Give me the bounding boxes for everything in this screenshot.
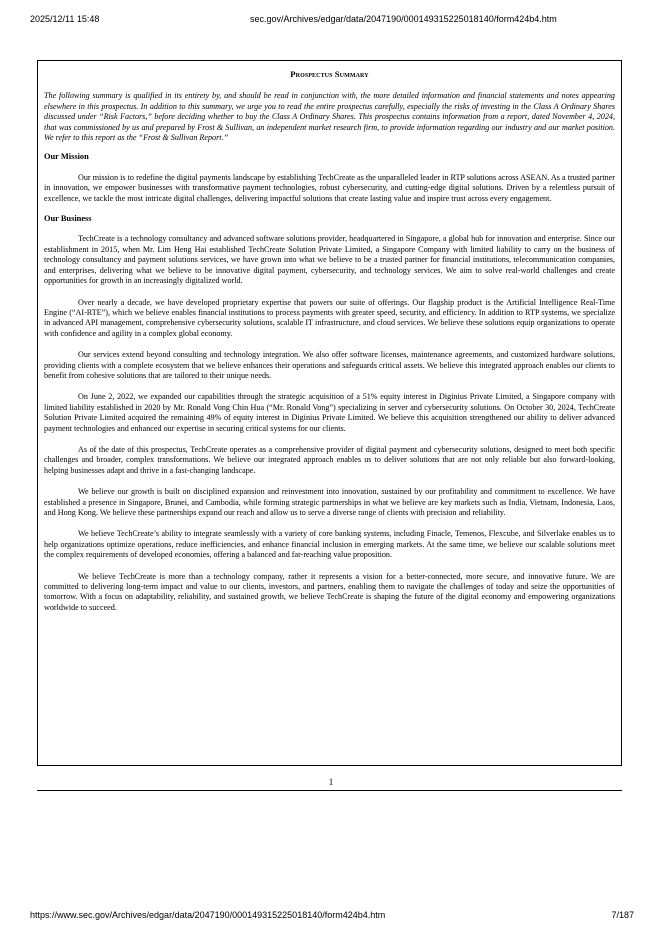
page-title: Prospectus Summary bbox=[290, 69, 369, 79]
section-heading-business: Our Business bbox=[44, 214, 92, 224]
section-heading-mission: Our Mission bbox=[44, 152, 89, 162]
print-datetime: 2025/12/11 15:48 bbox=[30, 14, 100, 24]
page-number: 1 bbox=[328, 777, 334, 787]
business-paragraph: TechCreate is a technology consultancy and advanced software solutions provider, headquartered in Singapore, a global hub for innovation and enterprise. Since our establishment in 2015, when Mr. Lim Heng Hai established TechCreate Solution Private Limited, a Singapore Company with limited liability to carry on the business of technology consultancy and payment solutions services, we have grown into what we believe to be a trusted partner for financial institutions, telecommunication companies, and enterprises, delivering what we believe to be innovative digital payment, cybersecurity, and technology services. We aim to solve real-world challenges and create opportunities for growth in an increasingly digitalized world. bbox=[44, 234, 615, 286]
business-paragraph: We believe our growth is built on disciplined expansion and reinvestment into innovation, sustained by our profitability and commitment to excellence. We have established a presence in Singapore, Brunei, and Cambodia, while forming strategic partnerships in what we believe are key markets such as India, Vietnam, Indonesia, Laos, and Hong Kong. We believe these partnerships expand our reach and allow us to serve a diverse range of clients with precision and reliability. bbox=[44, 487, 615, 517]
business-paragraph: We believe TechCreate’s ability to integrate seamlessly with a variety of core banking systems, including Finacle, Temenos, Flexcube, and Silverlake enables us to help organizations optimize operations, reduce inefficiencies, and enhance financial inclusion in emerging markets. At the same time, we believe our scalable solutions meet the complex requirements of developed economies, offering a balanced and far-reaching value proposition. bbox=[44, 529, 615, 560]
browser-print-header bbox=[30, 14, 634, 28]
print-header-url: sec.gov/Archives/edgar/data/2047190/000149315225018140/form424b4.htm bbox=[250, 14, 557, 24]
business-paragraph: We believe TechCreate is more than a technology company, rather it represents a vision for a better-connected, more secure, and innovative future. We are committed to delivering long-term impact and value to our clients, investors, and partners, enabling them to navigate the challenges of today and seize the opportunities of tomorrow. With a focus on adaptability, reliability, and sustained growth, we believe TechCreate is shaping the future of the digital economy and empowering organizations worldwide to succeed. bbox=[44, 571, 615, 612]
print-footer-url: https://www.sec.gov/Archives/edgar/data/2047190/000149315225018140/form424b4.htm bbox=[30, 910, 386, 920]
business-paragraph: On June 2, 2022, we expanded our capabilities through the strategic acquisition of a 51% equity interest in Diginius Private Limited, a Singapore company with limited liability established in 2020 by Mr. Ronald Vong Chin Hua (“Mr. Ronald Vong”) specializing in server and cybersecurity solutions. On October 30, 2024, TechCreate Solution Private Limited acquired the remaining 49% of equity interest in Diginius Private Limited. We believe this acquisition strengthened our ability to deliver advanced payment technologies and enhanced our expertise in securing critical systems for our clients. bbox=[44, 392, 615, 433]
business-paragraph: Over nearly a decade, we have developed proprietary expertise that powers our suite of offerings. Our flagship product is the Artificial Intelligence Real-Time Engine (“AI-RTE”), which we believe enables financial institutions to process payments with greater speed, security, and efficiency. In addition to RTP systems, we specialize in advanced API management, comprehensive cybersecurity solutions, scalable IT infrastructure, and cloud services. We believe these solutions equip organizations to operate with confidence and agility in a complex global economy. bbox=[44, 297, 615, 338]
print-page-counter: 7/187 bbox=[611, 910, 634, 920]
business-paragraph: As of the date of this prospectus, TechCreate operates as a comprehensive provider of digital payment and cybersecurity solutions, designed to meet both specific challenges and broader, complex transformations. We believe our integrated approach enables us to deliver solutions that are not only reliable but also forward-looking, helping businesses adapt and thrive in a fast-changing landscape. bbox=[44, 444, 615, 475]
browser-print-footer bbox=[30, 910, 634, 924]
prospectus-summary-box bbox=[37, 60, 622, 766]
intro-paragraph: The following summary is qualified in its entirety by, and should be read in conjunction with, the more detailed information and financial statements and notes appearing elsewhere in this prospectus. In addition to this summary, we urge you to read the entire prospectus carefully, especially the risks of investing in the Class A Ordinary Shares discussed under “Risk Factors,” before deciding whether to buy the Class A Ordinary Shares. This prospectus contains information from a report, dated November 4, 2024, that was commissioned by us and prepared by Frost & Sullivan, an independent market research firm, to provide information regarding our industry and our market position. We refer to this report as the “Frost & Sullivan Report.” bbox=[44, 91, 615, 143]
mission-paragraph: Our mission is to redefine the digital payments landscape by establishing TechCreate as the unparalleled leader in RTP solutions across ASEAN. As a trusted partner in innovation, we empower businesses with transformative payment technologies, robust cybersecurity, and cutting-edge digital solutions. Driven by a relentless pursuit of excellence, we tackle the most intricate digital challenges, delivering impactful solutions that create lasting value and inspire trust across every engagement. bbox=[44, 172, 615, 203]
business-paragraph: Our services extend beyond consulting and technology integration. We also offer software licenses, maintenance agreements, and customized hardware solutions, providing clients with a complete ecosystem that we believe enhances their operations and safeguards critical assets. We believe this integrated approach enables our clients to benefit from cohesive solutions that are tailored to their unique needs. bbox=[44, 350, 615, 380]
page-divider bbox=[37, 790, 622, 791]
